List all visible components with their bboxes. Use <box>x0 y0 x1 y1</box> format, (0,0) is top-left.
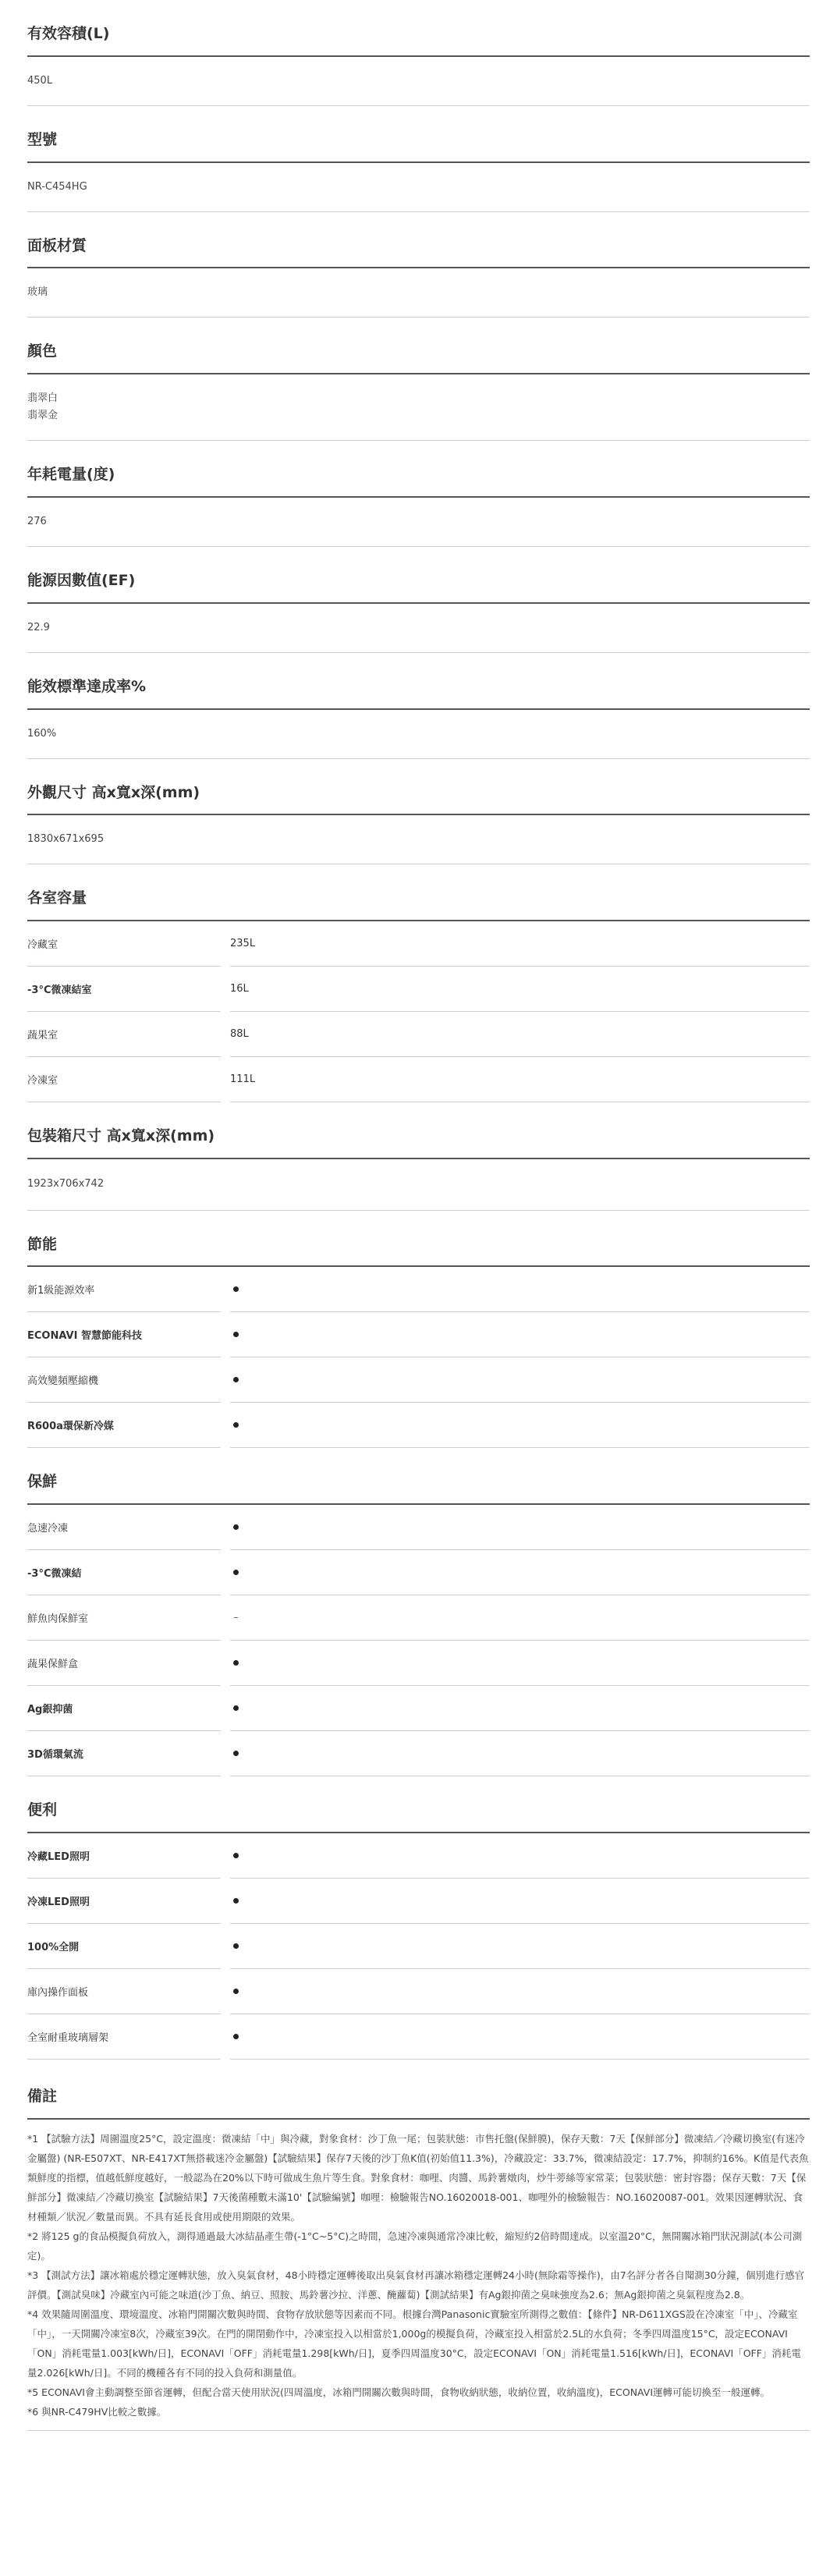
spec-value <box>27 374 810 441</box>
section-title: 能效標準達成率% <box>27 653 810 710</box>
energy-section <box>27 1211 810 1449</box>
row-label: 冷凍室 <box>27 1057 221 1102</box>
spec-value-line: NR-C454HG <box>27 180 87 193</box>
section-title: 能源因數值(EF) <box>27 547 810 604</box>
row-value: 235L <box>230 921 810 967</box>
row-label: ECONAVI 智慧節能科技 <box>27 1312 221 1357</box>
row-value <box>230 2014 810 2060</box>
table-row <box>27 1057 810 1102</box>
bullet-dot-icon <box>233 1570 239 1575</box>
dash-mark: – <box>233 1612 239 1624</box>
table-row <box>27 2014 810 2060</box>
table-row <box>27 967 810 1012</box>
spec-value-line: 450L <box>27 74 53 87</box>
bullet-dot-icon <box>233 1751 239 1756</box>
bullet-dot-icon <box>233 1943 239 1949</box>
bullet-dot-icon <box>233 1377 239 1382</box>
convenience-rows <box>27 1833 810 2060</box>
section-title: 面板材質 <box>27 212 810 269</box>
section-title: 各室容量 <box>27 864 810 921</box>
spec-section <box>27 0 810 106</box>
row-label: 鮮魚肉保鮮室 <box>27 1595 221 1641</box>
table-row <box>27 1686 810 1731</box>
row-label: 急速冷凍 <box>27 1505 221 1550</box>
row-label: 冷凍LED照明 <box>27 1879 221 1924</box>
spec-value <box>27 498 810 547</box>
row-label: 全室耐重玻璃層架 <box>27 2014 221 2060</box>
table-row <box>27 1312 810 1357</box>
table-row <box>27 1879 810 1924</box>
section-title: 保鮮 <box>27 1448 810 1505</box>
table-row <box>27 1641 810 1686</box>
row-value: 88L <box>230 1012 810 1057</box>
bullet-dot-icon <box>233 1660 239 1666</box>
row-value <box>230 1686 810 1731</box>
row-value <box>230 1312 810 1357</box>
bullet-dot-icon <box>233 1524 239 1530</box>
row-label: 庫內操作面板 <box>27 1969 221 2014</box>
section-title: 包裝箱尺寸 高x寬x深(mm) <box>27 1102 810 1159</box>
row-label: 冷藏室 <box>27 921 221 967</box>
capacity-section <box>27 864 810 1102</box>
note-paragraph: *3 【測試方法】讓冰箱處於穩定運轉狀態，放入臭氣食材，48小時穩定運轉後取出臭氣食材再讓冰箱穩定運轉24小時(無除霜等操作)，由7名評分者各自聞測30分鐘，個別進行感官評價。【測試臭味】冷藏室內可能之味道(沙丁魚、納豆、照胺、馬鈴薯沙拉、洋蔥、醃蘿蔔)【測試結果】有Ag銀抑菌之臭味強度為2.6；無Ag銀抑菌之臭氣程度為2.8。 <box>27 2269 805 2301</box>
row-label: -3°C微凍結室 <box>27 967 221 1012</box>
energy-rows <box>27 1267 810 1448</box>
spec-value-line: 翡翠白 <box>27 392 59 405</box>
bullet-dot-icon <box>233 1422 239 1428</box>
table-row <box>27 1505 810 1550</box>
section-title: 外觀尺寸 高x寬x深(mm) <box>27 759 810 816</box>
bullet-dot-icon <box>233 1898 239 1904</box>
row-value <box>230 1879 810 1924</box>
row-value <box>230 1357 810 1403</box>
spec-section <box>27 318 810 441</box>
row-label: R600a環保新冷媒 <box>27 1403 221 1448</box>
spec-value <box>27 268 810 318</box>
row-value <box>230 1969 810 2014</box>
row-label: 蔬果保鮮盒 <box>27 1641 221 1686</box>
row-value <box>230 1403 810 1448</box>
table-row <box>27 1012 810 1057</box>
bullet-dot-icon <box>233 1286 239 1292</box>
bullet-dot-icon <box>233 2034 239 2039</box>
spec-value <box>27 710 810 759</box>
section-title: 節能 <box>27 1211 810 1268</box>
table-row <box>27 1924 810 1969</box>
row-value <box>230 1595 810 1641</box>
spec-value <box>27 163 810 212</box>
section-title: 有效容積(L) <box>27 0 810 57</box>
table-row <box>27 1357 810 1403</box>
table-row <box>27 921 810 967</box>
spec-section <box>27 653 810 759</box>
section-title: 顏色 <box>27 318 810 374</box>
table-row <box>27 1403 810 1448</box>
table-row <box>27 1595 810 1641</box>
spec-section <box>27 212 810 318</box>
spec-value-line: 22.9 <box>27 621 50 633</box>
spec-section <box>27 547 810 653</box>
row-label: 3D循環氣流 <box>27 1731 221 1776</box>
bullet-dot-icon <box>233 1989 239 1994</box>
spec-list <box>27 0 810 864</box>
row-label: Ag銀抑菌 <box>27 1686 221 1731</box>
section-title: 便利 <box>27 1776 810 1833</box>
spec-value <box>27 815 810 864</box>
note-paragraph: *6 與NR-C479HV比較之數據。 <box>27 2406 167 2418</box>
spec-section <box>27 441 810 547</box>
row-value: 16L <box>230 967 810 1012</box>
row-label: -3°C微凍結 <box>27 1550 221 1595</box>
spec-value-line: 276 <box>27 515 47 527</box>
row-value <box>230 1924 810 1969</box>
spec-section <box>27 759 810 865</box>
fresh-rows <box>27 1505 810 1776</box>
row-label: 蔬果室 <box>27 1012 221 1057</box>
spec-value-line: 1830x671x695 <box>27 833 105 846</box>
divider <box>27 2422 810 2431</box>
notes-body <box>27 2120 810 2431</box>
bullet-dot-icon <box>233 1853 239 1858</box>
row-label: 高效變頻壓縮機 <box>27 1357 221 1403</box>
table-row <box>27 1833 810 1879</box>
section-title: 型號 <box>27 106 810 163</box>
spec-value <box>27 604 810 653</box>
row-value: 111L <box>230 1057 810 1102</box>
row-value <box>230 1833 810 1879</box>
spec-value <box>27 57 810 106</box>
notes-section <box>27 2060 810 2431</box>
bullet-dot-icon <box>233 1332 239 1337</box>
row-label: 冷藏LED照明 <box>27 1833 221 1879</box>
row-value <box>230 1641 810 1686</box>
row-label: 100%全開 <box>27 1924 221 1969</box>
note-paragraph: *2 將125 g的食品模擬負荷放入，測得通過最大冰結晶產生帶(-1°C~5°C)之時間，急速冷凍與通常冷凍比較，縮短約2倍時間達成。以室溫20°C，無開關冰箱門狀況測試(本公司測定)。 <box>27 2230 803 2262</box>
capacity-rows <box>27 921 810 1102</box>
fresh-section <box>27 1448 810 1776</box>
spec-value-line: 160% <box>27 727 57 740</box>
table-row <box>27 1731 810 1776</box>
bullet-dot-icon <box>233 1705 239 1711</box>
spec-section <box>27 106 810 212</box>
spec-value-line: 翡翠金 <box>27 410 59 422</box>
row-value <box>230 1267 810 1312</box>
row-value <box>230 1505 810 1550</box>
table-row <box>27 1969 810 2014</box>
note-paragraph: *4 效果隨周圍溫度、環境溫度、冰箱門開關次數與時間、食物存放狀態等因素而不同。根據台灣Panasonic實驗室所測得之數值：【條件】NR-D611XGS設在冷凍室「中」、冷藏室「中」，一天開關冷凍室8次，冷藏室39次。在門的開閉動作中，冷凍室投入以相當於1,000g的模擬負荷，冷藏室投入相當於2.5L的水負荷；冬季四周溫度15°C，設定ECONAVI「ON」消耗電量1.003[kWh/日]，ECONAVI「OFF」消耗電量1.298[kWh/日]，夏季四周溫度30°C，設定ECONAVI「ON」消耗電量1.516[kWh/日]，ECONAVI「OFF」消耗電量2.026[kWh/日]。不同的機種各有不同的投入負荷和測量值。 <box>27 2308 801 2379</box>
section-title: 年耗電量(度) <box>27 441 810 498</box>
note-paragraph: *1 【試驗方法】周圍溫度25°C，設定溫度：微凍結「中」與冷藏，對象食材：沙丁魚一尾；包裝狀態：市售托盤(保鮮膜)，保存天數：7天【保鮮部分】微凍結／冷藏切換室(有迷冷金屬盤) (NR-E507XT、NR-E417XT無搭載迷冷金屬盤)【試驗結果】保存7天後的沙丁魚K值(初始值11.3%)，冷藏設定：33.7%，微凍結設定：17.7%，抑制約16%。K值是代表魚類鮮度的指標，值越低鮮度越好，一般認為在20%以下時可做成生魚片等生食。對象食材：咖哩、肉醬、馬鈴薯燉肉，炒牛蒡絲等家常菜；包裝狀態：密封容器；保存天數：7天【保鮮部分】微凍結／冷藏切換室【試驗結果】7天後菌種數未滿10'【試驗編號】咖哩：檢驗報告NO.16020018-001、咖哩外的檢驗報告：NO.16020087-001。效果因運轉狀況、食材種類／狀況／數量而異。不具有延長食用或使用期限的效果。 <box>27 2133 809 2223</box>
convenience-section <box>27 1776 810 2060</box>
row-value <box>230 1550 810 1595</box>
table-row <box>27 1267 810 1312</box>
row-value <box>230 1731 810 1776</box>
package-section <box>27 1102 810 1210</box>
note-paragraph: *5 ECONAVI會主動調整至節省運轉，但配合當天使用狀況(四周溫度，冰箱門開關次數與時間，食物收納狀態，收納位置，收納溫度)，ECONAVI運轉可能切換至一般運轉。 <box>27 2386 771 2399</box>
notes-title: 備註 <box>27 2060 810 2120</box>
package-value: 1923x706x742 <box>27 1159 810 1211</box>
spec-value-line: 玻璃 <box>27 286 48 299</box>
table-row <box>27 1550 810 1595</box>
row-label: 新1級能源效率 <box>27 1267 221 1312</box>
